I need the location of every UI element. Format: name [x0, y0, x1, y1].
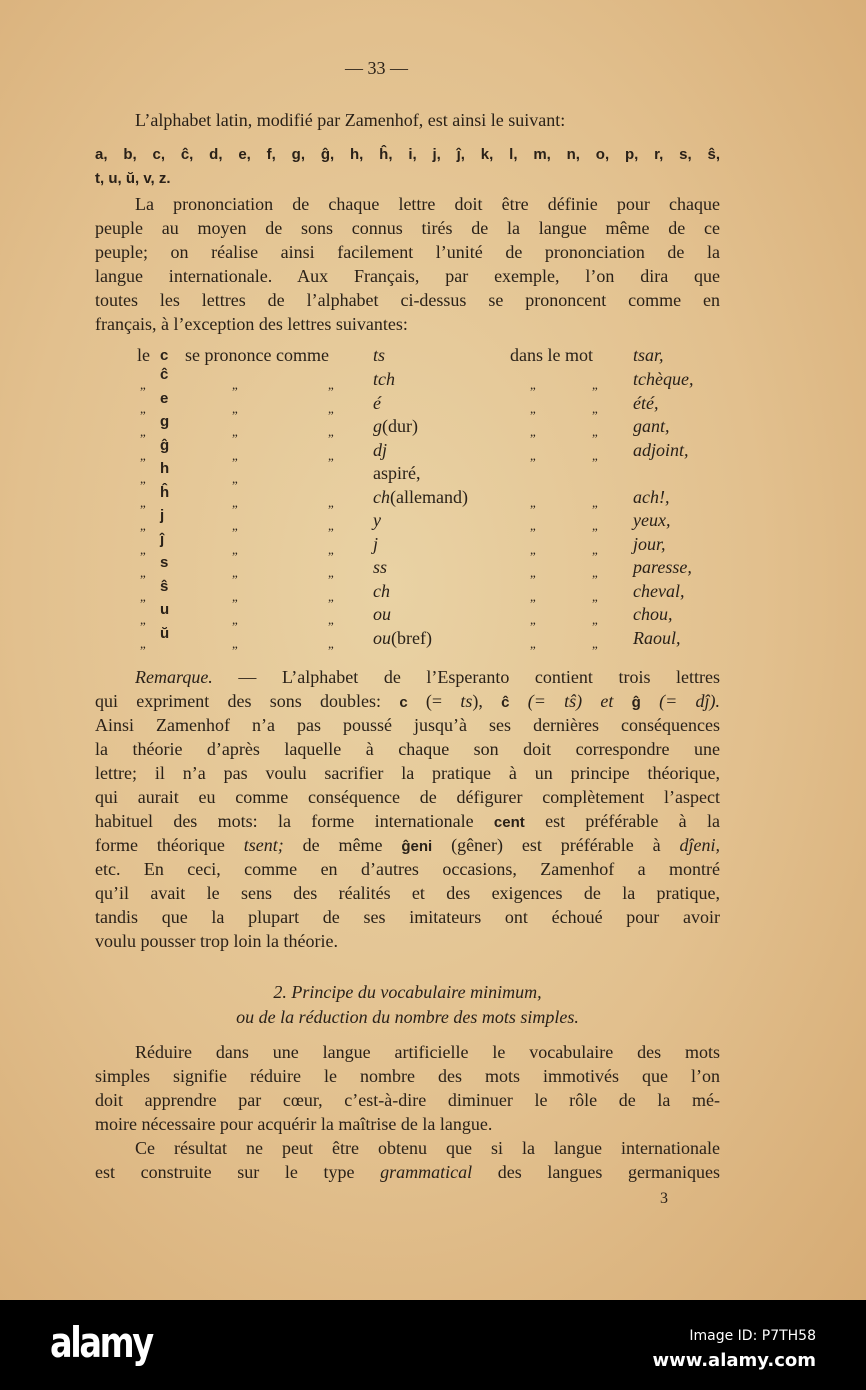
section-heading-line — [95, 1005, 720, 1029]
table-note: (allemand) — [390, 486, 468, 507]
ditto-mark: „ — [592, 612, 598, 627]
table-letter: g — [160, 413, 170, 430]
table-sound: tch — [373, 369, 395, 389]
table-sound: ts — [373, 345, 386, 365]
ditto-mark: „ — [592, 588, 598, 604]
table-letter: ĵ — [160, 530, 165, 548]
ditto-mark: „ — [232, 424, 238, 439]
text-line — [95, 288, 720, 312]
section-heading-line — [95, 980, 720, 1004]
ditto-mark: „ — [592, 635, 598, 651]
ditto-mark: „ — [530, 588, 536, 604]
text-line — [135, 1040, 720, 1064]
table-row — [0, 414, 866, 438]
text-segment: (= tŝ) et — [509, 691, 632, 711]
text-line — [135, 665, 720, 689]
ditto-mark: „ — [140, 447, 146, 463]
table-word: chou, — [633, 604, 673, 624]
table-letter: ŭ — [160, 624, 170, 642]
ditto-mark: „ — [140, 565, 146, 580]
table-word: été, — [633, 392, 659, 413]
ditto-mark: „ — [140, 588, 146, 604]
ditto-mark: „ — [530, 565, 536, 580]
text-line — [95, 216, 720, 240]
text-segment: Ainsi Zamenhof n’a pas poussé jusqu’à ses dernières conséquences — [95, 715, 720, 735]
ditto-mark: „ — [530, 541, 536, 557]
text-segment: L’alphabet latin, modifié par Zamenhof, est ainsi le suivant: — [135, 110, 566, 130]
text-line — [95, 713, 720, 737]
text-line — [95, 264, 720, 288]
ditto-mark: „ — [232, 494, 238, 510]
table-word: cheval, — [633, 580, 685, 601]
table-sound: ou — [373, 627, 391, 648]
text-segment: etc. En ceci, comme en d’autres occasions, Zamenhof a montré — [95, 859, 720, 879]
text-segment: Remarque. — [135, 667, 213, 687]
text-line — [95, 737, 720, 761]
text-segment: (= — [407, 691, 461, 711]
text-segment: a, b, c, ĉ, d, e, f, g, ĝ, h, ĥ, i, j, ĵ, k, l, m, n, o, p, r, s, ŝ, — [95, 146, 720, 163]
table-phrase: se prononce comme — [185, 345, 329, 365]
text-line — [95, 1064, 720, 1088]
ditto-mark: „ — [328, 400, 334, 416]
text-line — [95, 141, 720, 165]
ditto-mark: „ — [592, 541, 598, 557]
table-sound: ch — [373, 486, 390, 507]
table-letter: ĥ — [160, 483, 170, 501]
ditto-mark: „ — [328, 635, 334, 651]
ditto-mark: „ — [328, 377, 334, 392]
text-segment: cent — [493, 814, 525, 831]
table-note: (dur) — [382, 416, 418, 436]
ditto-mark: „ — [140, 635, 146, 651]
table-letter: ŝ — [160, 577, 169, 595]
table-word: adjoint, — [633, 439, 689, 460]
text-segment: (gêner) est préférable à — [432, 835, 680, 855]
text-segment: ts — [460, 691, 473, 711]
text-segment: langue internationale. Aux Français, par exemple, l’on dira que — [95, 266, 720, 286]
table-word: yeux, — [633, 510, 671, 530]
ditto-mark: „ — [232, 518, 238, 533]
table-word: paresse, — [633, 557, 692, 577]
text-segment: — L’alphabet de l’Esperanto contient trois lettres — [212, 667, 720, 687]
ditto-mark: „ — [140, 400, 146, 416]
text-line — [95, 165, 720, 191]
alamy-logo: alamy — [50, 1318, 152, 1367]
table-letter: ĝ — [160, 436, 170, 454]
table-row — [0, 461, 866, 485]
text-line — [95, 761, 720, 785]
text-segment: ), — [472, 691, 502, 711]
table-row — [0, 555, 866, 579]
text-line — [135, 192, 720, 216]
table-row — [0, 367, 866, 391]
text-segment: français, à l’exception des lettres suivantes: — [95, 314, 408, 334]
signature-mark: 3 — [660, 1190, 668, 1207]
table-row — [0, 602, 866, 626]
table-row — [0, 485, 866, 509]
text-segment: doit apprendre par cœur, c’est-à-dire diminuer le rôle de la mé- — [95, 1090, 720, 1110]
table-row — [0, 391, 866, 415]
text-line — [95, 1160, 720, 1184]
text-segment: peuple; on réalise ainsi facilement l’unité de prononciation de la — [95, 242, 720, 262]
table-sound: j — [373, 533, 379, 554]
table-word: tchèque, — [633, 369, 694, 389]
table-sound: dj — [373, 439, 388, 460]
text-segment: qu’il avait le sens des réalités et des exigences de la pratique, — [95, 883, 720, 903]
text-line — [95, 785, 720, 809]
ditto-mark: „ — [232, 471, 238, 486]
ditto-mark: „ — [140, 424, 146, 439]
ditto-mark: „ — [140, 377, 146, 392]
text-segment: ĝ — [631, 694, 641, 711]
ditto-mark: „ — [140, 471, 146, 486]
ditto-mark: „ — [232, 635, 238, 651]
text-segment: qui aurait eu comme conséquence de défigurer complètement l’aspect — [95, 787, 720, 807]
text-segment: tandis que la plupart de ses imitateurs ont échoué pour avoir — [95, 907, 720, 927]
text-segment: de même — [283, 835, 402, 855]
ditto-mark: „ — [140, 494, 146, 510]
text-line — [95, 240, 720, 264]
table-word: Raoul, — [633, 627, 681, 648]
table-dans: dans le mot — [510, 345, 593, 365]
text-line — [135, 108, 720, 132]
ditto-mark: „ — [530, 612, 536, 627]
watermark-url: www.alamy.com — [652, 1350, 816, 1371]
text-segment: forme théorique — [95, 835, 244, 855]
table-sound: ou — [373, 604, 391, 624]
text-segment: ĉ — [501, 694, 510, 711]
ditto-mark: „ — [328, 424, 334, 439]
text-line — [95, 857, 720, 881]
ditto-mark: „ — [530, 447, 536, 463]
ditto-mark: „ — [328, 518, 334, 533]
table-letter: u — [160, 601, 170, 618]
text-line — [95, 1112, 720, 1136]
ditto-mark: „ — [328, 447, 334, 463]
text-segment: Réduire dans une langue artificielle le vocabulaire des mots — [135, 1042, 720, 1062]
text-segment: habituel des mots: la forme internationale — [95, 811, 494, 831]
text-segment: La prononciation de chaque lettre doit être définie pour chaque — [135, 194, 720, 214]
table-word: tsar, — [633, 345, 664, 365]
ditto-mark: „ — [592, 424, 598, 439]
text-segment: la théorie d’après laquelle à chaque son doit correspondre une — [95, 739, 720, 759]
ditto-mark: „ — [592, 518, 598, 533]
ditto-mark: „ — [140, 612, 146, 627]
ditto-mark: „ — [530, 377, 536, 392]
text-line — [95, 881, 720, 905]
ditto-mark: „ — [232, 447, 238, 463]
ditto-mark: „ — [530, 494, 536, 510]
ditto-mark: „ — [232, 541, 238, 557]
ditto-mark: „ — [530, 518, 536, 533]
table-row — [0, 438, 866, 462]
ditto-mark: „ — [592, 494, 598, 510]
text-segment: grammatical — [380, 1162, 473, 1182]
text-line — [95, 809, 720, 833]
ditto-mark: „ — [140, 541, 146, 557]
text-line — [95, 905, 720, 929]
ditto-mark: „ — [592, 377, 598, 392]
text-segment: lettre; il n’a pas voulu sacrifier la pratique à un principe théorique, — [95, 763, 720, 783]
table-sound: é — [373, 392, 381, 413]
image-id: Image ID: P7TH58 — [689, 1328, 816, 1344]
table-header-row — [0, 343, 866, 367]
text-segment: simples signifie réduire le nombre des mots immotivés que l’on — [95, 1066, 720, 1086]
text-segment: est préférable à la — [524, 811, 720, 831]
table-letter: j — [160, 507, 165, 524]
text-segment: des langues germaniques — [472, 1162, 720, 1182]
table-letter: s — [160, 554, 169, 571]
ditto-mark: „ — [592, 400, 598, 416]
text-line — [95, 833, 720, 857]
text-line — [95, 1088, 720, 1112]
ditto-mark: „ — [592, 447, 598, 463]
text-segment: (= dĵ). — [640, 691, 720, 711]
ditto-mark: „ — [328, 541, 334, 557]
ditto-mark: „ — [232, 612, 238, 627]
ditto-mark: „ — [232, 400, 238, 416]
table-word: gant, — [633, 416, 670, 436]
ditto-mark: „ — [530, 635, 536, 651]
text-segment: Ce résultat ne peut être obtenu que si la langue internationale — [135, 1138, 720, 1158]
text-segment: toutes les lettres de l’alphabet ci-dessus se prononcent comme en — [95, 290, 720, 310]
ditto-mark: „ — [140, 518, 146, 533]
ditto-mark: „ — [592, 565, 598, 580]
text-segment: est construite sur le type — [95, 1162, 381, 1182]
table-word: ach!, — [633, 486, 670, 507]
table-letter: ĉ — [160, 366, 169, 383]
table-word: jour, — [633, 533, 666, 554]
table-sound: g — [373, 416, 382, 436]
text-segment: dĵeni, — [679, 835, 720, 855]
text-segment: tsent; — [243, 835, 284, 855]
text-line — [95, 929, 720, 953]
ditto-mark: „ — [232, 588, 238, 604]
ditto-mark: „ — [530, 424, 536, 439]
text-segment: ĝeni — [401, 838, 433, 855]
ditto-mark: „ — [530, 400, 536, 416]
table-letter: c — [160, 347, 169, 364]
ditto-mark: „ — [328, 588, 334, 604]
text-segment: 2. Principe du vocabulaire minimum, — [273, 982, 542, 1002]
ditto-mark: „ — [232, 377, 238, 392]
table-row — [0, 532, 866, 556]
table-sound: y — [373, 510, 381, 530]
table-row — [0, 579, 866, 603]
table-sound: ss — [373, 557, 388, 577]
ditto-mark: „ — [328, 565, 334, 580]
table-letter: h — [160, 460, 170, 477]
text-segment: ou de la réduction du nombre des mots simples. — [236, 1007, 579, 1027]
text-segment: voulu pousser trop loin la théorie. — [95, 931, 338, 951]
ditto-mark: „ — [328, 612, 334, 627]
table-row — [0, 626, 866, 650]
table-note: (bref) — [391, 627, 432, 648]
table-row — [0, 508, 866, 532]
page-number: — 33 — — [345, 58, 408, 78]
table-le: le — [137, 345, 150, 365]
ditto-mark: „ — [328, 494, 334, 510]
text-line — [95, 689, 720, 713]
text-segment: peuple au moyen de sons connus tirés de la langue même de ce — [95, 218, 720, 238]
text-line — [135, 1136, 720, 1160]
table-letter: e — [160, 389, 169, 407]
table-sound: ch — [373, 580, 390, 601]
text-segment: moire nécessaire pour acquérir la maîtrise de la langue. — [95, 1114, 493, 1134]
text-segment: qui expriment des sons doubles: — [95, 691, 400, 711]
text-segment: c — [399, 694, 408, 711]
text-line — [95, 312, 720, 336]
table-note: aspiré, — [373, 463, 421, 483]
ditto-mark: „ — [232, 565, 238, 580]
watermark-bar — [0, 1300, 866, 1390]
text-segment: t, u, ŭ, v, z. — [95, 170, 171, 187]
